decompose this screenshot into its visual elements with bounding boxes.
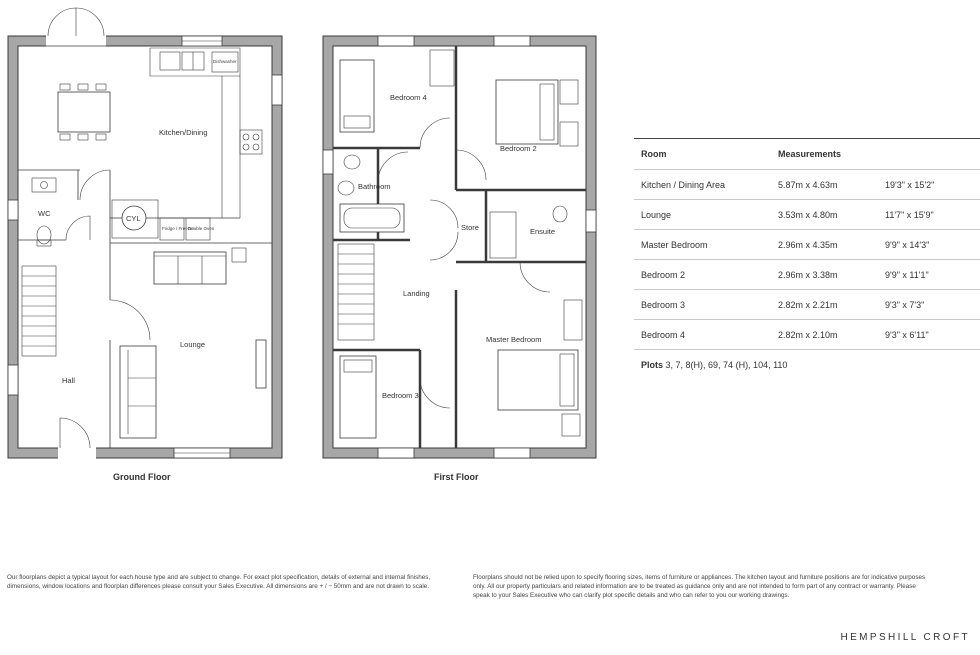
- first-bedroom3-label: Bedroom 3: [382, 391, 419, 400]
- disclaimer-right: Floorplans should not be relied upon to specify flooring sizes, items of furniture or appliances. The kitchen layout and furniture positions are for indicative purposes only. All our property particulars and related information are to be treated as guidance only and are not intended to form part of any contract or warranty. Please speak to your Sales Executive who can clarify plot specific details and who can refer to you our working drawings.: [473, 574, 926, 599]
- development-brand: HEMPSHILL CROFT: [840, 632, 970, 643]
- floorplans-drawing: [0, 0, 620, 500]
- imperial-size: 9'3" x 7'3": [878, 290, 980, 320]
- ground-wc-label: WC: [38, 209, 51, 218]
- metric-size: 2.82m x 2.10m: [771, 320, 878, 350]
- metric-size: 5.87m x 4.63m: [771, 170, 878, 200]
- first-bathroom-label: Bathroom: [358, 182, 391, 191]
- room-name: Bedroom 4: [634, 320, 771, 350]
- ground-lounge-label: Lounge: [180, 340, 206, 349]
- imperial-size: 9'3" x 6'11": [878, 320, 980, 350]
- table-row: [634, 170, 980, 200]
- header-blank: [878, 139, 980, 170]
- ground-hall-label: Hall: [62, 376, 75, 385]
- first-bedroom4-label: Bedroom 4: [390, 93, 427, 102]
- metric-size: 3.53m x 4.80m: [771, 200, 878, 230]
- double-oven-label: Double Oven: [188, 226, 215, 231]
- ground-floor-caption: Ground Floor: [113, 472, 171, 482]
- dishwasher-label: Dishwasher: [213, 59, 237, 64]
- header-room: Room: [634, 139, 771, 170]
- room-name: Bedroom 2: [634, 260, 771, 290]
- imperial-size: 19'3" x 15'2": [878, 170, 980, 200]
- metric-size: 2.96m x 3.38m: [771, 260, 878, 290]
- first-floor-plan: [323, 36, 596, 482]
- room-name: Master Bedroom: [634, 230, 771, 260]
- table-row: [634, 290, 980, 320]
- imperial-size: 9'9" x 11'1": [878, 260, 980, 290]
- imperial-size: 11'7" x 15'9": [878, 200, 980, 230]
- plots-line: [641, 360, 787, 370]
- room-name: Lounge: [634, 200, 771, 230]
- room-name: Bedroom 3: [634, 290, 771, 320]
- first-landing-label: Landing: [403, 289, 430, 298]
- ground-floor-plan: [8, 8, 282, 482]
- ground-cylinder-label: CYL: [126, 214, 141, 223]
- measurements-header-row: [634, 139, 980, 170]
- first-ensuite-label: Ensuite: [530, 227, 556, 236]
- ground-kitchen-dining-label: Kitchen/Dining: [159, 128, 208, 137]
- header-measurements: Measurements: [771, 139, 878, 170]
- metric-size: 2.82m x 2.21m: [771, 290, 878, 320]
- first-floor-caption: First Floor: [434, 472, 479, 482]
- first-master-bedroom-label: Master Bedroom: [486, 335, 542, 344]
- room-name: Kitchen / Dining Area: [634, 170, 771, 200]
- fridge-freezer-label: Fridge / Freezer: [162, 226, 195, 231]
- table-row: [634, 200, 980, 230]
- table-row: [634, 230, 980, 260]
- metric-size: 2.96m x 4.35m: [771, 230, 878, 260]
- first-bedroom2-label: Bedroom 2: [500, 144, 537, 153]
- imperial-size: 9'9" x 14'3": [878, 230, 980, 260]
- disclaimer-left: Our floorplans depict a typical layout for each house type and are subject to change. For exact plot specification, details of external and internal finishes, dimensions, window locations and floorplan differences please consult your Sales Executive. All dimensions are + / − 50mm and are not drawn to scale.: [7, 574, 431, 590]
- table-row: [634, 260, 980, 290]
- first-store-label: Store: [461, 223, 479, 232]
- plots-label: Plots: [641, 360, 664, 370]
- table-row: [634, 320, 980, 350]
- measurements-table: [634, 138, 980, 350]
- plots-value: 3, 7, 8(H), 69, 74 (H), 104, 110: [665, 360, 788, 370]
